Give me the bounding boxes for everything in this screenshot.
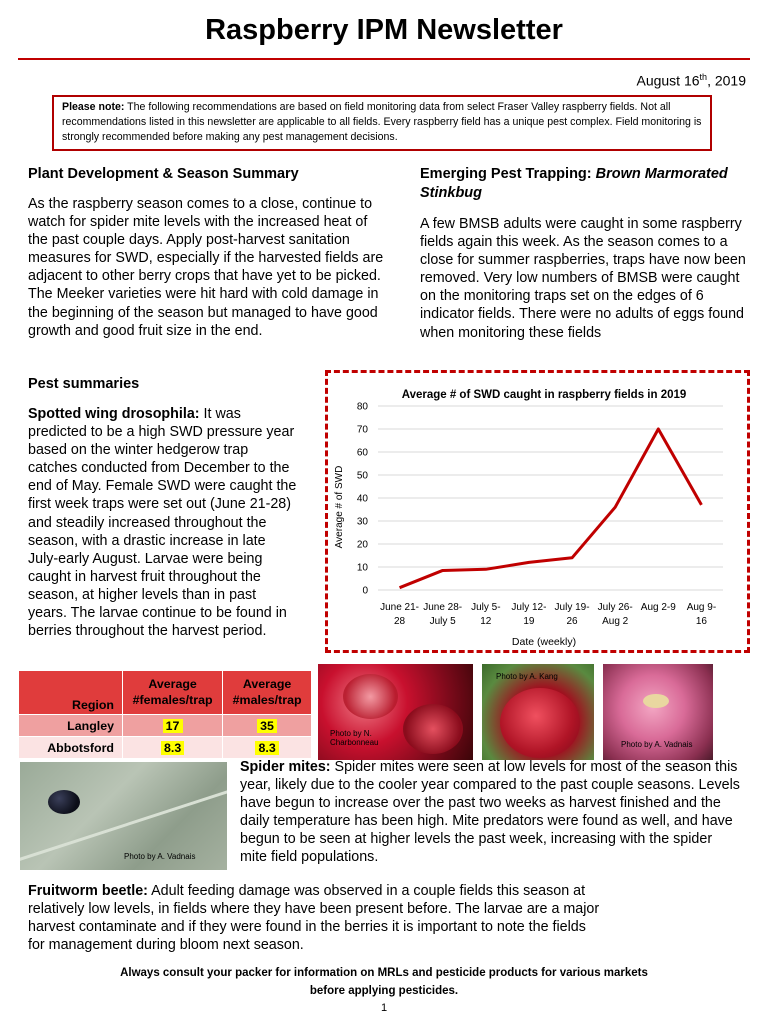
chart-x-tick: July 26- [597, 602, 633, 613]
region-cell: Langley [19, 715, 123, 737]
header-females: Average #females/trap [123, 671, 223, 715]
spider-mites-text: Spider mites: Spider mites were seen at low levels for most of the season this year, likely due to the cooler year compared to the past couple seasons. Levels have begun to increase over the past two weeks as harvest finished and the daily temperature has been high. Mite predators were found as well, and have begun to be seen at higher levels the past week, increasing with the spider mite field populations. [240, 759, 740, 866]
photo-credit: Photo by A. Vadnais [124, 852, 196, 861]
chart-x-tick: 12 [480, 616, 492, 627]
disclaimer-box [52, 95, 712, 151]
chart-y-tick: 30 [356, 516, 368, 528]
page-number: 1 [380, 1002, 388, 1014]
swd-chart [325, 370, 750, 653]
chart-y-tick: 60 [356, 447, 368, 459]
plant-dev-p1: As the raspberry season comes to a close, continue to watch for spider mite levels with the increased heat of the past couple days. Apply post-harvest sanitation measures for SWD, especially if the harvested fields are adjacent to other berry crops that have yet to be picked. [28, 196, 384, 285]
chart-x-tick: June 28- [423, 602, 463, 613]
disclaimer-text: The following recommendations are based on field monitoring data from select Fraser Valley raspberry fields. Not all recommendations listed in this newsletter are applicable to all fields. Every raspberry field has a unique pest complex. Field monitoring is strongly recommended before making any pest management decisions. [62, 101, 702, 143]
disclaimer-label: Please note: [62, 101, 125, 113]
chart-x-tick: Aug 2-9 [640, 602, 676, 613]
photo-beetle-leaf [20, 762, 227, 870]
chart-title: Average # of SWD caught in raspberry fields in 2019 [401, 389, 687, 401]
title-divider [18, 58, 750, 60]
chart-x-tick: 26 [566, 616, 578, 627]
bmsb-text: A few BMSB adults were caught in some raspberry fields again this week. As the season comes to a close for summer raspberries, traps have now been removed. Very low numbers of BMSB were caught on the monitoring traps set on the edges of 6 indicator fields. There were no adults of eggs found when monitoring these fields [420, 216, 746, 341]
chart-x-axis-label: Date (weekly) [511, 636, 577, 648]
chart-y-tick: 20 [356, 539, 368, 551]
chart-x-tick: July 12- [511, 602, 547, 613]
newsletter-title: Raspberry IPM Newsletter [205, 14, 563, 46]
header-region: Region [19, 671, 123, 715]
chart-y-tick: 80 [356, 401, 368, 413]
chart-x-tick: June 21- [380, 602, 420, 613]
chart-x-tick: Aug 9- [686, 602, 717, 613]
table-header-row [19, 671, 312, 715]
photo-swd-larvae [318, 664, 473, 760]
photo-raspberry [482, 664, 594, 760]
chart-x-tick: 19 [523, 616, 535, 627]
swd-region-table [18, 670, 312, 759]
table-row [19, 715, 312, 737]
photo-credit: Photo by N. Charbonneau [330, 729, 379, 747]
footer-note: Always consult your packer for information on MRLs and pesticide products for various markets before applying pesticides. [120, 967, 648, 997]
chart-y-tick: 40 [356, 493, 368, 505]
swd-chart-svg [328, 373, 747, 650]
chart-y-tick: 70 [356, 424, 368, 436]
females-cell: 8.3 [123, 737, 223, 759]
chart-x-tick: 28 [394, 616, 406, 627]
plant-dev-heading: Plant Development & Season Summary [28, 166, 299, 182]
bmsb-heading: Emerging Pest Trapping: Brown Marmorated Stinkbug [420, 166, 728, 201]
plant-dev-p2: The Meeker varieties were hit hard with cold damage in the beginning of the season but managed to have good growth and good fruit size in the end. [28, 286, 379, 339]
header-males: Average #males/trap [223, 671, 312, 715]
chart-y-tick: 50 [356, 470, 368, 482]
chart-x-tick: 16 [695, 616, 707, 627]
chart-y-axis-label: Average # of SWD [334, 465, 345, 549]
chart-x-tick: July 5 [429, 616, 456, 627]
chart-y-tick: 10 [356, 562, 368, 574]
table-row [19, 737, 312, 759]
chart-x-tick: Aug 2 [602, 616, 629, 627]
plant-dev-text [28, 195, 390, 340]
chart-y-tick: 0 [362, 585, 368, 597]
chart-series-line [400, 429, 702, 588]
photo-credit: Photo by A. Vadnais [621, 740, 693, 749]
males-cell: 8.3 [223, 737, 312, 759]
chart-x-tick: July 5- [471, 602, 501, 613]
pest-summaries-heading: Pest summaries [28, 376, 140, 392]
chart-x-tick: July 19- [554, 602, 590, 613]
issue-date: August 16th, 2019 [636, 72, 746, 89]
fruitworm-text: Fruitworm beetle: Adult feeding damage was observed in a couple fields this season at relatively low levels, in fields where they have been present before. The larvae are a major harvest contaminate and if they were found in the berries it is important to note the fields for management during bloom next season. [28, 883, 600, 954]
swd-text: Spotted wing drosophila: It was predicted to be a high SWD pressure year based on the winter hedgerow trap catches conducted from December to the end of May. Female SWD were caught the first week traps were set out (June 21-28) and steadily increased throughout the season, with a drastic increase in late July-early August. Larvae were being caught in harvest fruit throughout the season, at higher levels than in past years. The larvae continue to be found in berries throughout the harvest period. [28, 406, 297, 640]
females-cell: 17 [123, 715, 223, 737]
males-cell: 35 [223, 715, 312, 737]
region-cell: Abbotsford [19, 737, 123, 759]
photo-credit: Photo by A. Kang [496, 672, 558, 681]
photo-berry-pink [603, 664, 713, 760]
